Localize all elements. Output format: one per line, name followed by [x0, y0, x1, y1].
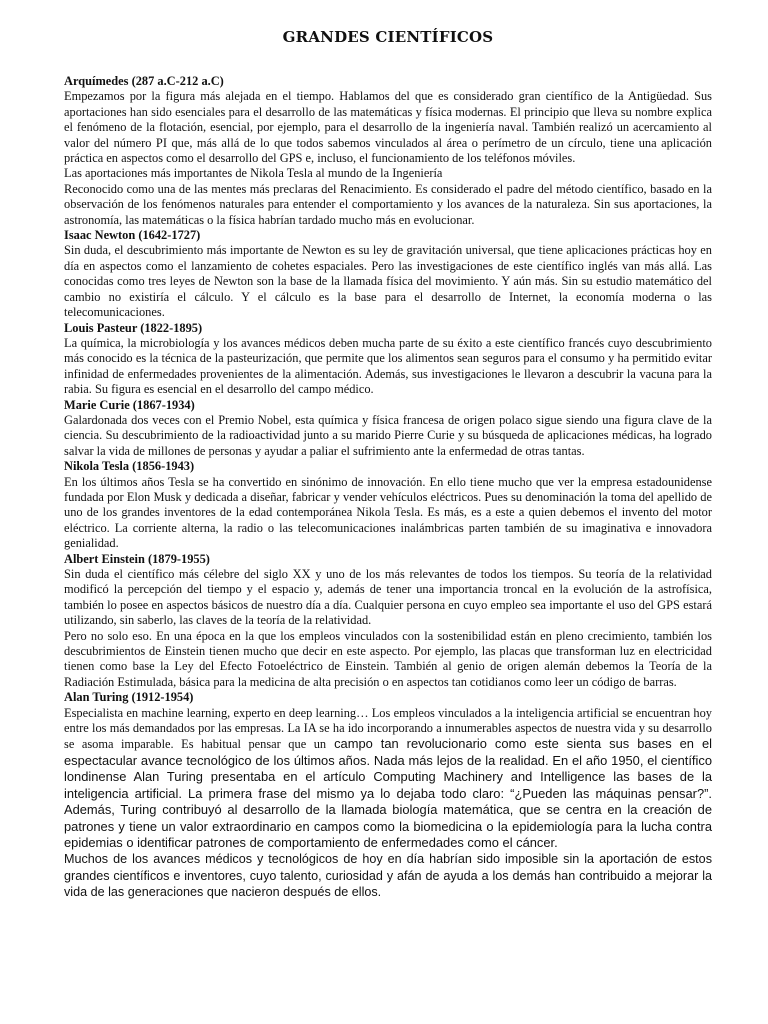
section-heading-newton: Isaac Newton (1642-1727): [64, 228, 201, 243]
paragraph-pasteur-1: La química, la microbiología y los avances médicos deben mucha parte de su éxito a este científico francés cuyo descubrimiento más conocido es la técnica de la pasteurización, que permite que los alimentos sean seguros para el consumo y ha permitido evitar infinidad de enfermedades provenientes de la alimentación. Además, sus investigaciones le llevaron a descubrir la vacuna para la rabia. Su figura es esencial en el desarrollo del campo médico.: [64, 335, 712, 397]
page-title: GRANDES CIENTÍFICOS: [282, 28, 494, 46]
paragraph-einstein-1: Sin duda el científico más célebre del siglo XX y uno de los más relevantes de todos los tiempos. Su teoría de la relatividad modificó la percepción del tiempo y el espacio y, además de tener una importancia troncal en la evolución de la astrofísica, también lo posee en aspectos básicos de nuestro día a día. Cualquier persona en cuyo empleo sea importante el uso del GPS estará utilizando, sin saberlo, las claves de la teoría de la relatividad.: [64, 567, 712, 628]
paragraph-arquimedes-1: Empezamos por la figura más alejada en el tiempo. Hablamos del que es considerado gran científico de la Antigüedad. Sus aportaciones han sido esenciales para el desarrollo de las matemáticas y física modernas. El principio que lleva su nombre explica el fenómeno de la flotación, esencial, por ejemplo, para el desarrollo de la ingeniería naval. También realizó un acercamiento al valor del número PI que, más allá de lo que todos sabemos vinculados al área o perímetro de un círculo, tiene una aplicación práctica en aspectos como el desarrollo del GPS e, incluso, el funcionamiento de los teléfonos móviles.: [64, 89, 712, 166]
paragraph-curie-1: Galardonada dos veces con el Premio Nobel, esta química y física francesa de origen polaco sigue siendo una figura clave de la ciencia. Su descubrimiento de la radioactividad junto a su marido Pierre Curie y su búsqueda de aplicaciones médicas, ha logrado salvar la vida de millones de personas y ayudar a paliar el sufrimiento ante la enfermedad de otras tantas.: [64, 412, 712, 458]
paragraph-einstein-2: Pero no solo eso. En una época en la que los empleos vinculados con la sostenibilidad están en pleno crecimiento, también los descubrimientos de Einstein tienen mucho que decir en este aspecto. Por ejemplo, las placas que transforman luz en electricidad tienen como base la Ley del Efecto Fotoeléctrico de Einstein. También al genio de origen alemán debemos la Teoría de la Radiación Estimulada, básica para la medicina de alta precisión o en aspectos tan cotidianos como leer un código de barras.: [64, 628, 712, 689]
section-heading-arquimedes: Arquímedes (287 a.C-212 a.C): [64, 74, 224, 88]
closing-paragraph: Muchos de los avances médicos y tecnológicos de hoy en día habrían sido imposible sin la aportación de estos grandes científicos e inventores, cuyo talento, curiosidad y afán de ayuda a los demás han contribuido a mejorar la vida de las generaciones que nacieron después de ellos.: [64, 852, 712, 900]
paragraph-turing-serif-part: Especialista en machine learning, experto en deep learning… Los empleos vinculados a la inteligencia artificial se encuentran hoy entre los más demandados por las empresas. La IA se ha ido incorporando a innumerables aspectos de nuestra vida y su desarrollo se asoma imparable. Es habitual pensar que un: [64, 705, 712, 752]
section-heading-curie: Marie Curie (1867-1934): [64, 397, 195, 412]
paragraph-tesla-1: En los últimos años Tesla se ha convertido en sinónimo de innovación. En ello tiene mucho que ver la empresa estadounidense fundada por Elon Musk y dedicada a diseñar, fabricar y vender vehículos eléctricos. Pues su denominación la toma del apellido de uno de los grandes inventores de la edad contemporánea Nikola Tesla. Es más, es a este a quien debemos el invento del motor eléctrico. La corriente alterna, la radio o las telecomunicaciones inalámbricas parten también de su imaginativa e innovadora genialidad.: [64, 474, 712, 551]
section-heading-einstein: Albert Einstein (1879-1955): [64, 551, 210, 566]
section-heading-turing: Alan Turing (1912-1954): [64, 690, 194, 705]
paragraph-newton-1: Sin duda, el descubrimiento más importante de Newton es su ley de gravitación universal, que tiene aplicaciones prácticas hoy en día en aspectos como el lanzamiento de cohetes espaciales. Pero las investigaciones de este científico inglés van más allá. Las conocidas como tres leyes de Newton son la base de la llamada física del movimiento. Y aún más. Sin su estudio matemático del cambio no existiría el cálculo. Y el cálculo es la base para el desarrollo de Internet, la economía moderna o las telecomunicaciones.: [64, 243, 712, 320]
paragraph-turing-1: [64, 706, 712, 852]
paragraph-arquimedes-2: Las aportaciones más importantes de Nikola Tesla al mundo de la Ingeniería: [64, 166, 443, 181]
paragraph-arquimedes-3: Reconocido como una de las mentes más preclaras del Renacimiento. Es considerado el padre del método científico, basado en la observación de los fenómenos naturales para entender el comportamiento y los avances de la naturaleza. Sin sus aportaciones, la astronomía, las matemáticas o la física habrían tardado mucho más en evolucionar.: [64, 181, 712, 227]
paragraph-turing-sans-part: campo tan revolucionario como este sienta sus bases en el espectacular avance tecnológico de los últimos años. Nada más lejos de la realidad. En el año 1950, el científico londinense Alan Turing presentaba en el artículo Computing Machinery and Intelligence las bases de la inteligencia artificial. La primera frase del mismo ya lo dejaba todo claro: “¿Pueden las máquinas pensar?”. Además, Turing contribuyó al desarrollo de la llamada biología matemática, que se centra en la creación de patrones y tiene un valor extraordinario en campos como la biomedicina o la epidemiología para la lucha contra epidemias o identificar patrones de comportamiento de enfermedades como el cáncer.: [64, 736, 712, 850]
document-page: [64, 22, 712, 901]
section-heading-tesla: Nikola Tesla (1856-1943): [64, 459, 195, 474]
section-heading-pasteur: Louis Pasteur (1822-1895): [64, 320, 203, 335]
